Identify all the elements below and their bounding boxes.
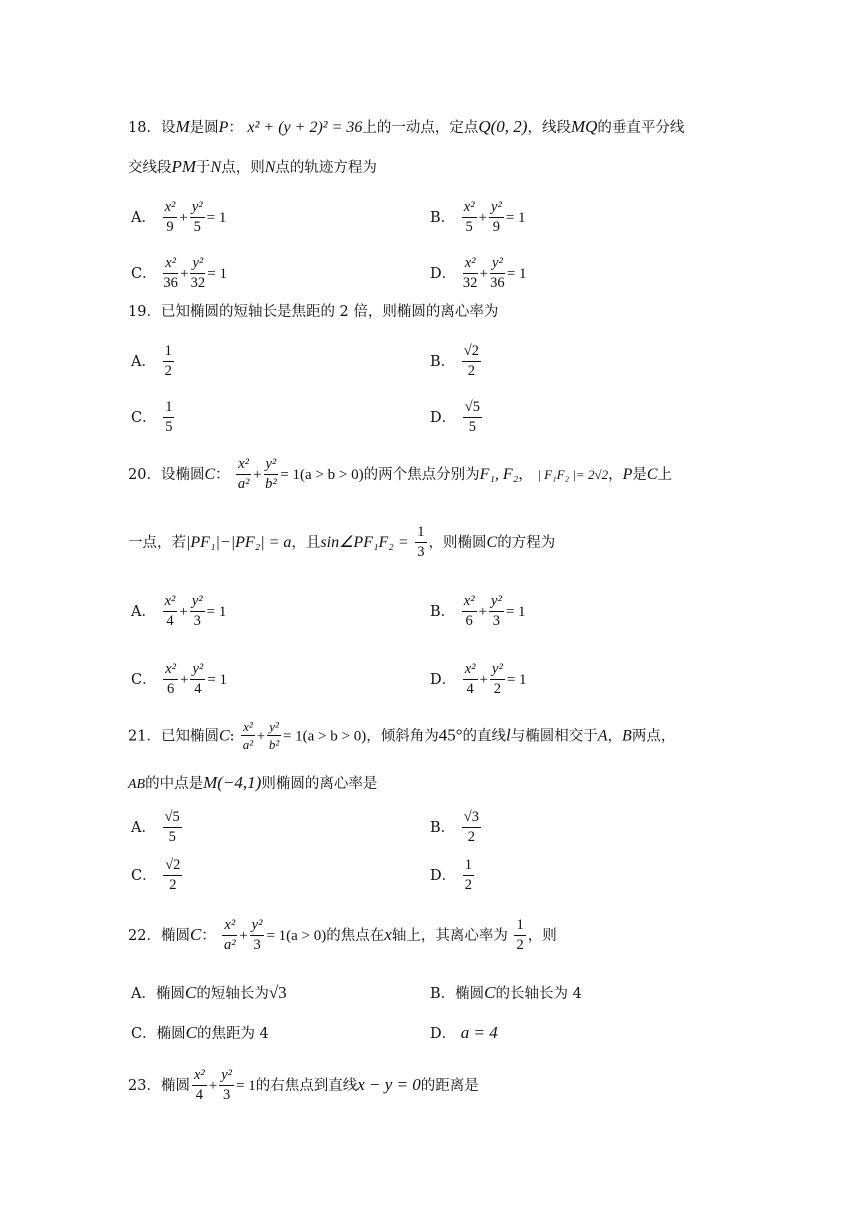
fraction: $\frac{\text{x²}}{\text{a²}}$: [237, 456, 250, 492]
option-label: C．: [131, 867, 157, 884]
var-C: C: [185, 1023, 197, 1042]
ellipse-condition: = 1(a > b > 0): [280, 466, 364, 483]
option-label: C．: [131, 265, 157, 282]
var-C: C: [204, 465, 216, 483]
q18-line1: [128, 118, 684, 136]
q23-text: 的右焦点到直线: [255, 1077, 358, 1094]
fraction: $\frac{\text{y²}}{\text{b²}}$: [265, 456, 277, 492]
option-label: B．: [430, 986, 456, 1002]
q23-stem: 23．椭圆 $\frac{\text{x²}}{4}$ + $\frac{\text{y²}}{3}$ = 1的右焦点到直线x − y = 0的距离是: [128, 1067, 479, 1103]
q21-option-d[interactable]: [430, 858, 476, 894]
q18-text: 18．设: [128, 120, 176, 136]
fraction: $\frac{\text{x²}}{6}$: [463, 593, 475, 629]
option-label: A．: [131, 353, 156, 370]
q23-text: 23．椭圆: [128, 1077, 190, 1094]
q20-line2: [128, 525, 555, 561]
fraction: $\frac{\text{y²}}{\text{b²}}$: [268, 719, 280, 753]
q21-text: 的中点是: [145, 776, 204, 792]
q20-text: ，: [518, 466, 533, 483]
fraction: $\frac{\text{y²}}{3}$: [491, 593, 502, 629]
var-C: C: [646, 465, 658, 483]
fraction: $\frac{1}{2}$: [464, 857, 472, 893]
q19-stem: 19．已知椭圆的短轴长是焦距的 2 倍，则椭圆的离心率为: [128, 304, 499, 320]
fraction: $\frac{√5}{5}$: [164, 809, 180, 845]
q20-text: ，: [608, 466, 623, 483]
q20-text: 一点，若: [128, 534, 186, 551]
q20-text: 的方程为: [497, 534, 556, 551]
fraction: $\frac{\text{y²}}{3}$: [191, 593, 203, 629]
option-text: 椭圆: [155, 986, 185, 1002]
fraction: $\frac{\text{x²}}{\text{a²}}$: [224, 917, 236, 953]
option-label: A．: [131, 603, 156, 620]
q19-option-d[interactable]: [430, 400, 484, 436]
q22-text: 22．椭圆: [128, 927, 190, 944]
q18-text: 于: [196, 160, 211, 176]
fraction: $\frac{1}{5}$: [165, 399, 173, 435]
fraction: $\frac{\text{y²}}{4}$: [192, 661, 204, 697]
q21-option-a[interactable]: [131, 810, 184, 846]
q21-text: 与椭圆相交于: [510, 728, 598, 745]
option-label: C．: [131, 409, 157, 426]
q20-text: 20．设椭圆: [128, 466, 205, 483]
focal-distance: | F₁F₂ |= 2√2: [537, 466, 609, 482]
var-C: C: [218, 727, 230, 745]
segment-PM: PM: [171, 157, 197, 176]
q18-option-b[interactable]: B． $\frac{\text{x²}}{5}$ + $\frac{\text{y²}}{9}$ = 1: [430, 199, 526, 235]
var-C: C: [486, 533, 498, 551]
q22-option-a[interactable]: [131, 984, 287, 1002]
q20-line1: 20．设椭圆C： $\frac{\text{x²}}{\text{a²}}$ + $\frac{\text{y²}}{\text{b²}}$ = 1(a > b > 0)的两个焦点分别为F₁, F₂， | F₁F₂ |= 2√2，P是C上: [128, 456, 673, 492]
midpoint: M(−4,1): [203, 773, 262, 792]
option-label: B．: [430, 353, 456, 370]
var-C: C: [184, 983, 197, 1002]
q18-option-c[interactable]: C． $\frac{\text{x²}}{36}$ + $\frac{\text{y²}}{32}$ = 1: [131, 255, 227, 291]
circle-equation: x² + (y + 2)² = 36: [247, 119, 363, 136]
var-N: N: [264, 159, 276, 176]
option-text: 的短轴长为: [196, 986, 269, 1002]
var-P: P: [218, 119, 229, 136]
q22-option-d[interactable]: [430, 1024, 498, 1042]
q18-text: ：: [228, 120, 243, 136]
var-B: B: [622, 727, 632, 745]
option-text: 椭圆: [455, 986, 485, 1002]
fraction: $\frac{\text{y²}}{36}$: [490, 255, 505, 291]
option-label: D．: [430, 265, 457, 282]
option-label: B．: [430, 819, 456, 836]
q21-text: 21．已知椭圆: [128, 728, 219, 745]
q21-text: :: [229, 728, 235, 745]
fraction: $\frac{\text{y²}}{9}$: [491, 199, 502, 235]
option-label: C．: [131, 671, 157, 688]
q22-text: 的焦点在: [326, 927, 385, 944]
fraction: $\frac{\text{x²}}{6}$: [165, 661, 177, 697]
q22-option-c[interactable]: [131, 1024, 269, 1042]
fraction: $\frac{\text{y²}}{5}$: [191, 199, 203, 235]
option-label: A．: [131, 986, 156, 1002]
q20-text: 上: [657, 466, 673, 483]
q20-text: ，且: [291, 534, 321, 551]
option-label: A．: [131, 819, 156, 836]
fraction: $\frac{\text{x²}}{36}$: [163, 255, 178, 291]
fraction: $\frac{\text{x²}}{\text{a²}}$: [242, 719, 254, 753]
q18-text: 交线段: [128, 160, 172, 176]
fraction: $\frac{1}{2}$: [164, 343, 172, 379]
fraction: $\frac{√2}{2}$: [165, 857, 181, 893]
point-Q: Q(0, 2): [478, 117, 528, 136]
q20-text: 的两个焦点分别为: [363, 466, 480, 483]
sine-expression: sin∠PF₁F₂ =: [320, 533, 409, 551]
fraction: $\frac{\text{x²}}{5}$: [463, 199, 475, 235]
q21-line2: [128, 774, 377, 792]
q20-text: ，则椭圆: [428, 534, 487, 551]
distance-difference: |PF₁|−|PF₂| = a: [186, 533, 292, 551]
q20-option-a[interactable]: A． $\frac{\text{x²}}{4}$ + $\frac{\text{y²}}{3}$ = 1: [131, 593, 227, 629]
option-label: B．: [430, 209, 456, 226]
q22-option-b[interactable]: [430, 984, 582, 1002]
q18-text: 点的轨迹方程为: [275, 160, 377, 176]
q23-text: 的距离是: [420, 1077, 479, 1094]
segment-AB: AB: [128, 777, 146, 792]
option-label: D．: [430, 867, 457, 884]
option-label: D．: [430, 671, 457, 688]
q20-option-d[interactable]: D． $\frac{\text{x²}}{4}$ + $\frac{\text{y²}}{2}$ = 1: [430, 661, 527, 697]
fraction: $\frac{\text{y²}}{3}$: [251, 917, 263, 953]
q19-option-a[interactable]: [131, 344, 176, 380]
q20-option-b[interactable]: B． $\frac{\text{x²}}{6}$ + $\frac{\text{y²}}{3}$ = 1: [430, 593, 526, 629]
q18-option-a[interactable]: A． $\frac{\text{x²}}{9}$ + $\frac{\text{y²}}{5}$ = 1: [131, 199, 227, 235]
fraction: $\frac{\text{y²}}{3}$: [221, 1067, 233, 1103]
q18-text: ，线段: [527, 120, 571, 136]
q18-text: 的垂直平分线: [597, 120, 685, 136]
var-M: M: [175, 117, 190, 136]
fraction: $\frac{1}{2}$: [516, 917, 524, 953]
q18-option-d[interactable]: D． $\frac{\text{x²}}{32}$ + $\frac{\text{y²}}{36}$ = 1: [430, 255, 527, 291]
fraction: $\frac{\text{x²}}{4}$: [464, 661, 476, 697]
q21-option-b[interactable]: [430, 810, 483, 846]
option-text: 的长轴长为 4: [495, 986, 582, 1002]
q21-text: 两点，: [631, 728, 676, 745]
option-text: 的焦距为 4: [196, 1026, 269, 1042]
ellipse-condition: = 1(a > 0): [266, 927, 327, 944]
line-equation: x − y = 0: [357, 1074, 421, 1094]
q18-text: 上的一动点，定点: [362, 120, 479, 136]
q22-text: ：: [201, 927, 216, 944]
option-math: √3: [268, 983, 287, 1002]
var-l: l: [506, 725, 511, 745]
fraction: $\frac{\text{y²}}{32}$: [190, 255, 206, 291]
fraction: $\frac{\text{y²}}{2}$: [492, 661, 503, 697]
var-A: A: [597, 727, 608, 745]
option-text: 椭圆: [156, 1026, 186, 1042]
fraction: $\frac{√5}{5}$: [464, 399, 480, 435]
q20-text: 是: [632, 466, 647, 483]
q22-text: 轴上，其离心率为: [391, 927, 508, 944]
option-math: a = 4: [460, 1023, 498, 1042]
q19-option-b[interactable]: [430, 344, 483, 380]
q21-line1: 21．已知椭圆C: $\frac{\text{x²}}{\text{a²}}$ + $\frac{\text{y²}}{\text{b²}}$ = 1(a > b > 0)，倾斜角为45°的直线l与椭圆相交于A，B两点，: [128, 719, 676, 753]
fraction: $\frac{\text{x²}}{9}$: [164, 199, 176, 235]
var-x: x: [384, 924, 392, 944]
q21-text: ，倾斜角为: [366, 728, 439, 745]
option-label: B．: [430, 603, 456, 620]
ellipse-condition: = 1(a > b > 0): [282, 728, 367, 745]
q21-option-c[interactable]: [131, 858, 184, 894]
var-C: C: [484, 983, 496, 1002]
fraction: $\frac{√3}{2}$: [463, 809, 479, 845]
var-N: N: [210, 159, 222, 176]
q22-text: ，则: [527, 927, 557, 944]
q22-line1: 22．椭圆C： $\frac{\text{x²}}{\text{a²}}$ + $\frac{\text{y²}}{3}$ = 1(a > 0)的焦点在x轴上，其离心率为 $\frac{1}{2}$ ，则: [128, 917, 557, 953]
q21-text: ，: [607, 728, 623, 745]
fraction: $\frac{\text{x²}}{4}$: [164, 593, 176, 629]
q18-text: 点，则: [221, 160, 265, 176]
var-C: C: [189, 924, 202, 944]
fraction: $\frac{√2}{2}$: [463, 343, 479, 379]
fraction: $\frac{\text{x²}}{32}$: [462, 255, 478, 291]
q20-text: ：: [215, 466, 230, 483]
var-P: P: [622, 465, 633, 483]
foci: F₁, F₂: [479, 465, 519, 483]
segment-MQ: MQ: [570, 117, 598, 136]
q18-line2: [128, 158, 377, 176]
option-label: C．: [131, 1026, 157, 1042]
option-label: D．: [430, 409, 457, 426]
angle: 45°: [438, 725, 463, 745]
q21-text: 的直线: [462, 728, 507, 745]
fraction: $\frac{1}{3}$: [417, 524, 425, 560]
q21-text: 则椭圆的离心率是: [261, 776, 378, 792]
q18-text: 是圆: [189, 120, 219, 136]
fraction: $\frac{\text{x²}}{4}$: [193, 1067, 205, 1103]
q19-option-c[interactable]: [131, 400, 176, 436]
q20-option-c[interactable]: C． $\frac{\text{x²}}{6}$ + $\frac{\text{y²}}{4}$ = 1: [131, 661, 227, 697]
option-label: D．: [430, 1026, 457, 1042]
option-label: A．: [131, 209, 156, 226]
